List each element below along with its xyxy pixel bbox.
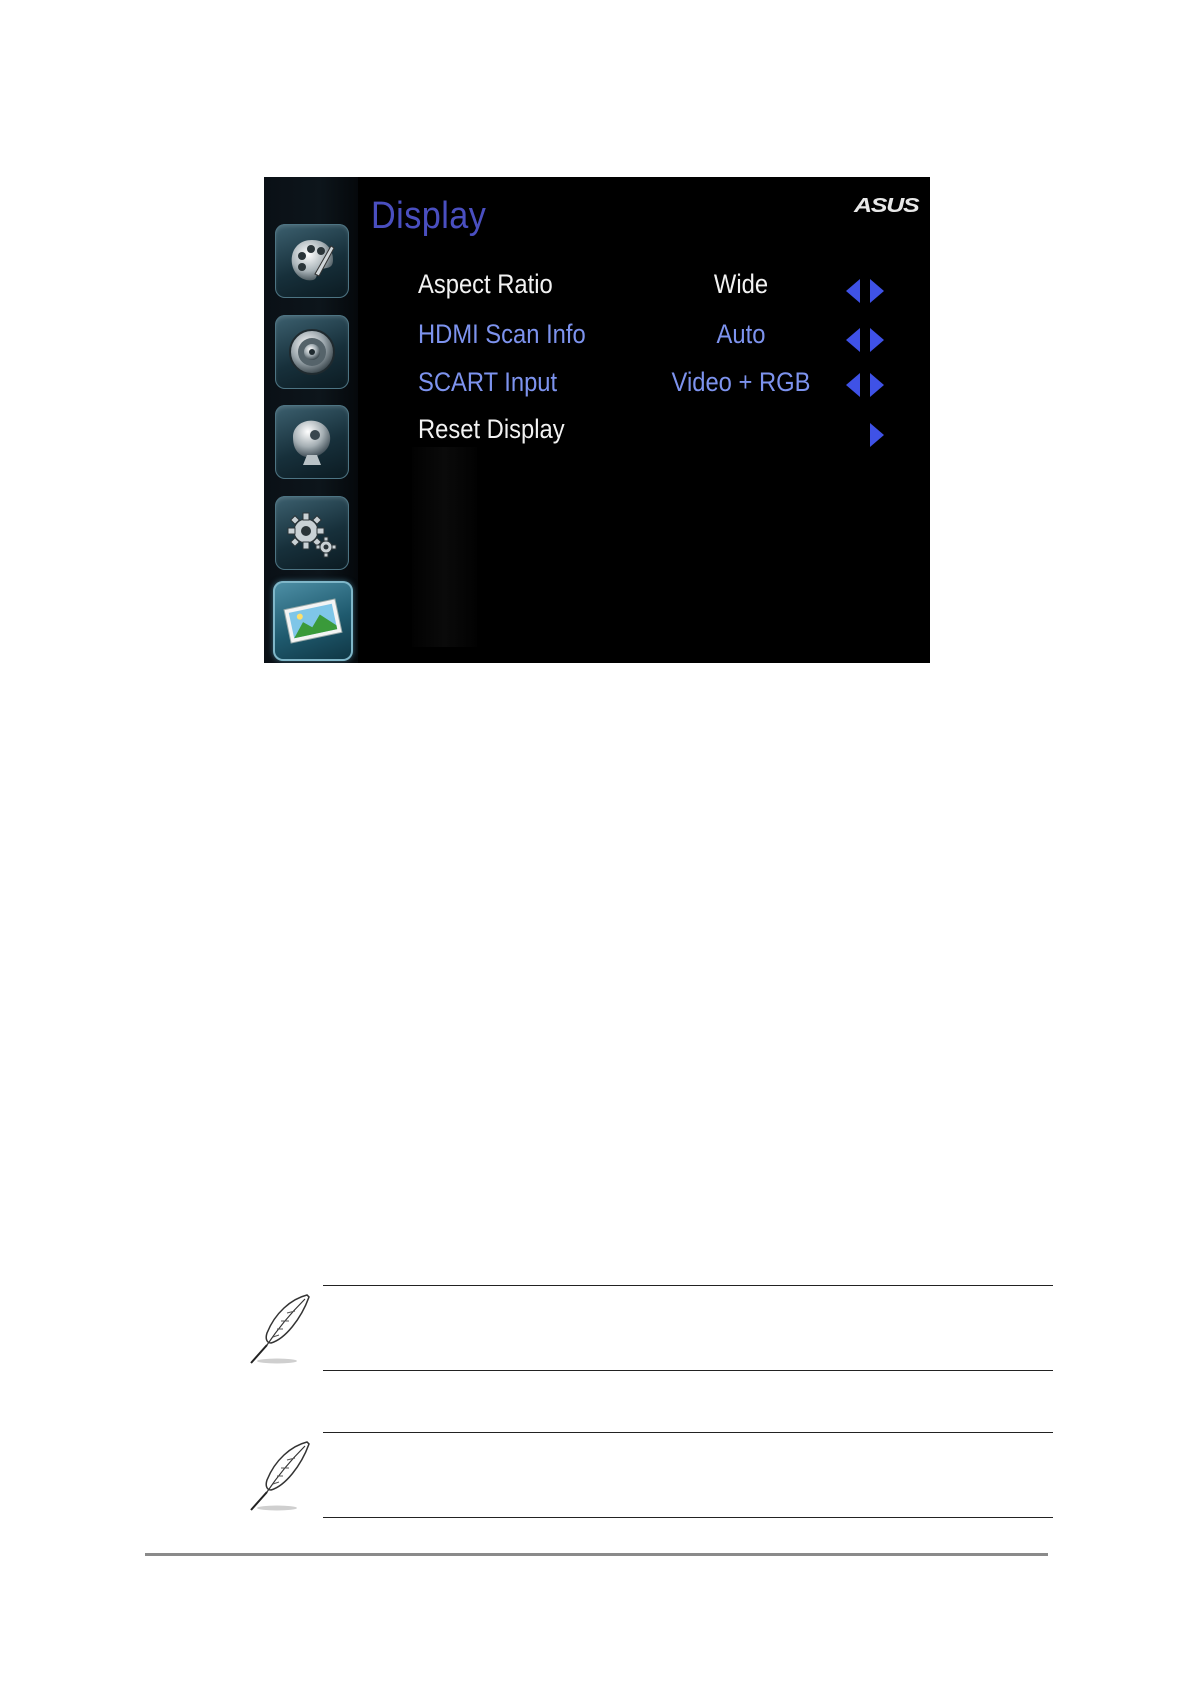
- satellite-dish-icon: [285, 415, 339, 469]
- divider: [323, 1517, 1053, 1518]
- menu-row-hdmi-scan-info[interactable]: [418, 319, 898, 359]
- menu-row-aspect-ratio[interactable]: [418, 269, 898, 309]
- osd-sidebar: [264, 177, 358, 663]
- row-label: Aspect Ratio: [418, 269, 553, 299]
- nav-setup-settings[interactable]: [275, 496, 349, 570]
- row-label: Reset Display: [418, 414, 565, 444]
- menu-shade: [412, 447, 477, 647]
- divider: [323, 1370, 1053, 1371]
- menu-row-scart-input[interactable]: [418, 367, 898, 407]
- nav-audio-settings[interactable]: [275, 315, 349, 389]
- arrow-right-icon[interactable]: [870, 328, 884, 352]
- nav-channel-settings[interactable]: [275, 405, 349, 479]
- note-box: [245, 1432, 1053, 1518]
- speaker-icon: [285, 325, 339, 379]
- row-value: Video + RGB: [671, 367, 811, 397]
- gears-icon: [284, 505, 340, 561]
- osd-display-menu: [264, 177, 930, 663]
- menu-row-reset-display[interactable]: [418, 414, 898, 454]
- asus-logo: ASUS: [854, 195, 919, 217]
- note-box: [245, 1285, 1053, 1371]
- arrow-right-icon[interactable]: [870, 373, 884, 397]
- nav-display-settings[interactable]: [273, 581, 353, 661]
- quill-pen-icon: [245, 1436, 317, 1512]
- divider: [323, 1432, 1053, 1433]
- row-label: SCART Input: [418, 367, 558, 397]
- arrow-left-icon[interactable]: [846, 279, 860, 303]
- arrow-right-icon[interactable]: [870, 423, 884, 447]
- arrow-left-icon[interactable]: [846, 373, 860, 397]
- quill-pen-icon: [245, 1289, 317, 1365]
- row-label: HDMI Scan Info: [418, 319, 586, 349]
- divider: [323, 1285, 1053, 1286]
- arrow-left-icon[interactable]: [846, 328, 860, 352]
- row-value: Wide: [713, 269, 769, 299]
- row-value: Auto: [716, 319, 766, 349]
- arrow-right-icon[interactable]: [870, 279, 884, 303]
- nav-picture-settings[interactable]: [275, 224, 349, 298]
- footer-divider: [145, 1553, 1048, 1556]
- picture-icon: [281, 596, 345, 646]
- palette-icon: [285, 234, 339, 288]
- osd-page-title: Display: [371, 195, 487, 237]
